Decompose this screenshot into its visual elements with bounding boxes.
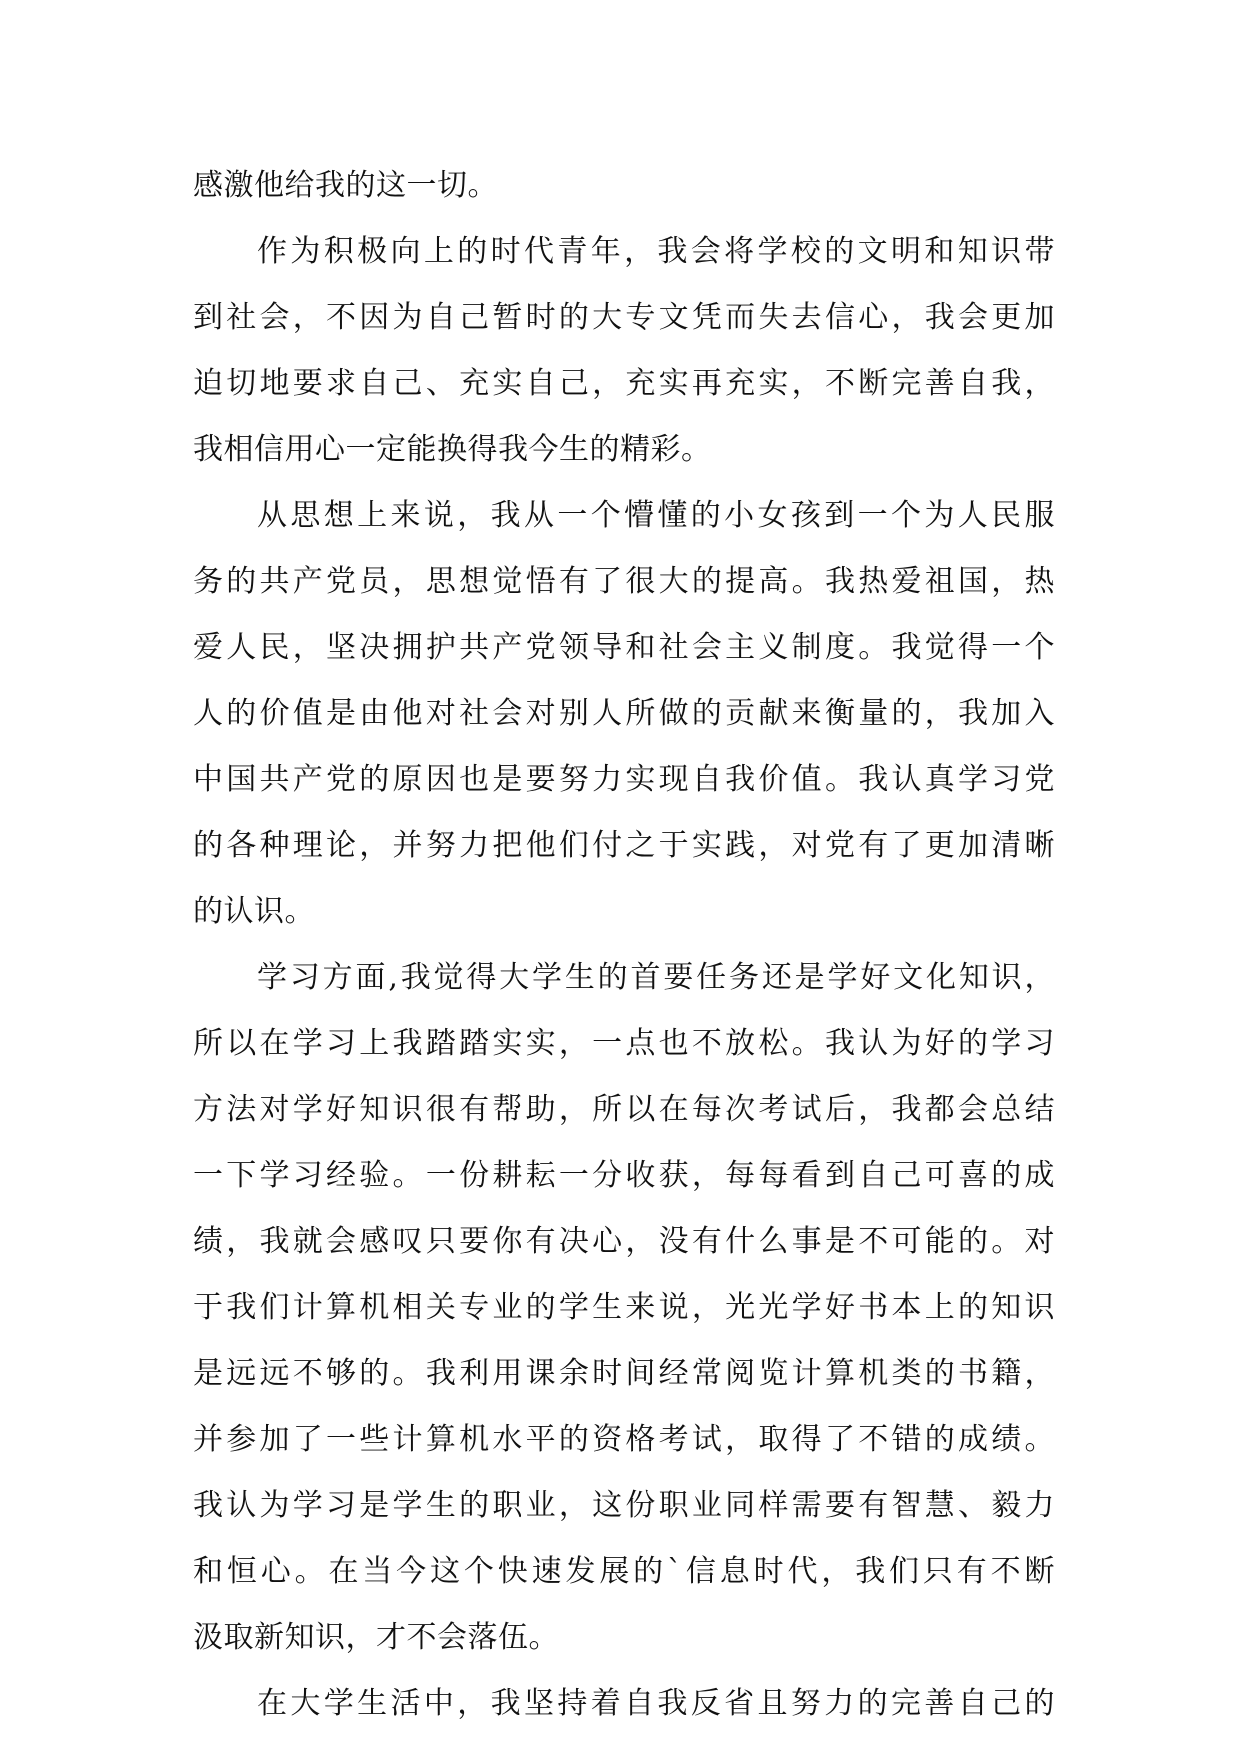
text-line: 所以在学习上我踏踏实实，一点也不放松。我认为好的学习 (193, 1026, 1055, 1061)
text-line: 我认为学习是学生的职业，这份职业同样需要有智慧、毅力 (193, 1488, 1055, 1523)
text-line: 并参加了一些计算机水平的资格考试，取得了不错的成绩。 (193, 1422, 1055, 1457)
text-line: 汲取新知识，才不会落伍。 (193, 1620, 559, 1655)
text-line: 中国共产党的原因也是要努力实现自我价值。我认真学习党 (193, 762, 1055, 797)
text-line: 我相信用心一定能换得我今生的精彩。 (193, 432, 712, 467)
paragraph-first-line: 在大学生活中，我坚持着自我反省且努力的完善自己的 (257, 1686, 1055, 1721)
text-line: 人的价值是由他对社会对别人所做的贡献来衡量的，我加入 (193, 696, 1055, 731)
text-line: 迫切地要求自己、充实自己，充实再充实，不断完善自我， (193, 366, 1055, 401)
paragraph-first-line: 学习方面,我觉得大学生的首要任务还是学好文化知识， (257, 960, 1055, 995)
text-line: 的各种理论，并努力把他们付之于实践，对党有了更加清晰 (193, 828, 1055, 863)
text-line: 是远远不够的。我利用课余时间经常阅览计算机类的书籍， (193, 1356, 1055, 1391)
text-line: 的认识。 (193, 894, 315, 929)
text-line: 绩，我就会感叹只要你有决心，没有什么事是不可能的。对 (193, 1224, 1055, 1259)
paragraph-first-line: 作为积极向上的时代青年，我会将学校的文明和知识带 (257, 234, 1055, 269)
text-line: 感激他给我的这一切。 (193, 168, 498, 203)
text-line: 方法对学好知识很有帮助，所以在每次考试后，我都会总结 (193, 1092, 1055, 1127)
text-line: 到社会，不因为自己暂时的大专文凭而失去信心，我会更加 (193, 300, 1055, 335)
text-line: 和恒心。在当今这个快速发展的`信息时代，我们只有不断 (193, 1554, 1055, 1589)
text-line: 务的共产党员，思想觉悟有了很大的提高。我热爱祖国，热 (193, 564, 1055, 599)
paragraph-first-line: 从思想上来说，我从一个懵懂的小女孩到一个为人民服 (257, 498, 1055, 533)
text-line: 一下学习经验。一份耕耘一分收获，每每看到自己可喜的成 (193, 1158, 1055, 1193)
text-line: 于我们计算机相关专业的学生来说，光光学好书本上的知识 (193, 1290, 1055, 1325)
text-line: 爱人民，坚决拥护共产党领导和社会主义制度。我觉得一个 (193, 630, 1055, 665)
document-body (193, 153, 1055, 1737)
